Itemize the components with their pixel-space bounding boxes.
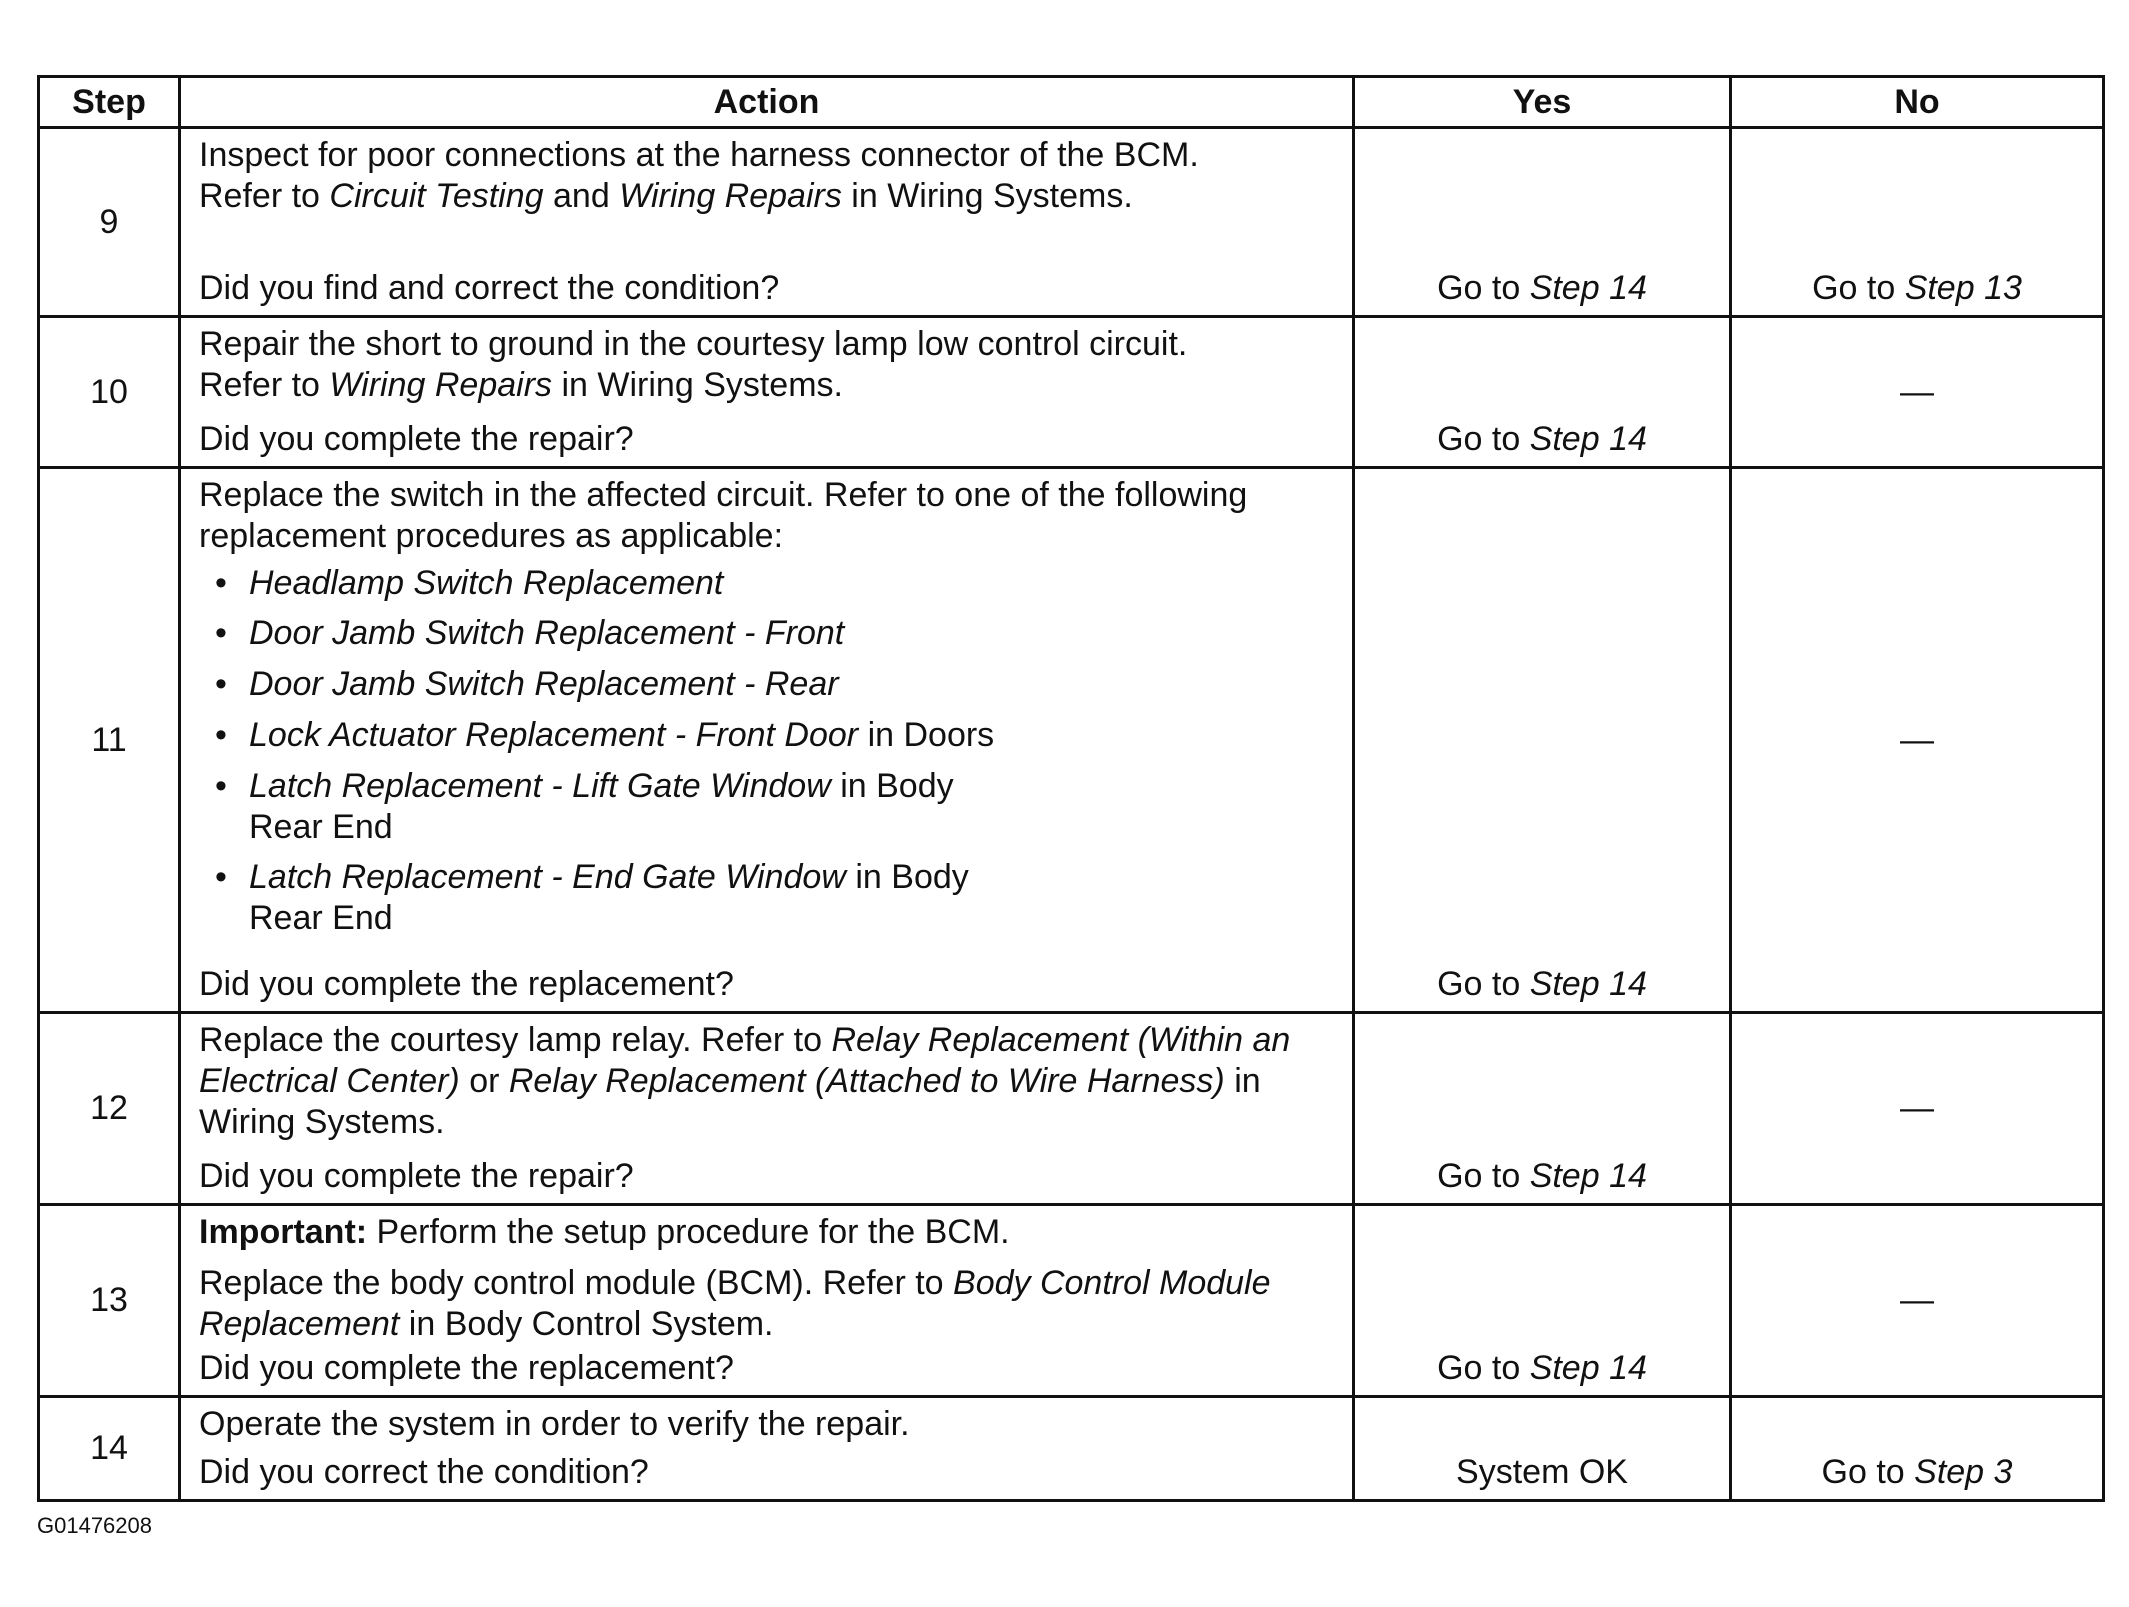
action-cell <box>180 468 1354 1013</box>
no-result <box>1731 1397 2104 1501</box>
list-item <box>249 715 1338 756</box>
yes-step-link: Step 14 <box>1529 1349 1647 1388</box>
yes-prefix: Go to <box>1437 420 1530 459</box>
table-row-step-12 <box>39 1013 2104 1205</box>
procedure-title: Door Jamb Switch Replacement - Rear <box>249 665 839 704</box>
reference-suffix: in Wiring Systems. <box>199 1061 1261 1141</box>
yes-step-link: Step 14 <box>1529 965 1647 1004</box>
step-number: 14 <box>39 1397 180 1501</box>
no-result-dash: — <box>1731 468 2104 1013</box>
reference-relay-within: Relay Replacement (Within an Electrical Center) <box>199 1021 1291 1100</box>
list-item <box>249 664 1338 705</box>
procedure-title: Headlamp Switch Replacement <box>249 563 724 602</box>
yes-step-link: Step 14 <box>1529 420 1647 459</box>
list-item <box>249 857 1338 939</box>
action-question: Did you complete the repair? <box>199 420 634 459</box>
no-result <box>1731 128 2104 317</box>
yes-step-link: Step 14 <box>1529 269 1647 308</box>
table-row-step-13 <box>39 1205 2104 1397</box>
reference-bcm-replacement: Body Control Module Replacement <box>199 1263 1271 1343</box>
header-step: Step <box>39 77 180 128</box>
table-row-step-11 <box>39 468 2104 1013</box>
procedure-title: Latch Replacement - Lift Gate Window <box>249 766 831 805</box>
yes-result <box>1354 317 1731 468</box>
table-header-row <box>39 77 2104 128</box>
procedure-location-cont: Rear End <box>249 899 393 938</box>
action-question: Did you complete the replacement? <box>199 965 734 1004</box>
important-text: Perform the setup procedure for the BCM. <box>367 1213 1010 1251</box>
step-number: 10 <box>39 317 180 468</box>
no-result-dash: — <box>1731 1205 2104 1397</box>
table-row-step-14 <box>39 1397 2104 1501</box>
table-row-step-10 <box>39 317 2104 468</box>
step-number: 13 <box>39 1205 180 1397</box>
header-no: No <box>1731 77 2104 128</box>
no-result-dash: — <box>1731 1013 2104 1205</box>
reference-relay-attached: Relay Replacement (Attached to Wire Harness) <box>508 1061 1225 1100</box>
reference-prefix: Refer to <box>199 176 330 215</box>
figure-identifier: G01476208 <box>37 1513 152 1538</box>
action-cell <box>180 317 1354 468</box>
diagnostic-steps-table <box>37 75 2105 1502</box>
header-action: Action <box>180 77 1354 128</box>
reference-circuit-testing: Circuit Testing <box>329 176 544 215</box>
no-result-dash: — <box>1731 317 2104 468</box>
procedure-location-cont: Rear End <box>249 807 393 846</box>
action-reference <box>199 176 1338 217</box>
reference-prefix: Refer to <box>199 365 330 404</box>
action-text <box>199 1020 1338 1142</box>
table-row-step-9 <box>39 128 2104 317</box>
yes-result <box>1354 1013 1731 1205</box>
action-question: Did you complete the repair? <box>199 1157 634 1196</box>
no-step-link: Step 13 <box>1904 269 2022 308</box>
action-text: Operate the system in order to verify the repair. <box>199 1405 910 1443</box>
yes-step-link: Step 14 <box>1529 1157 1647 1196</box>
action-text: Inspect for poor connections at the harness connector of the BCM. <box>199 136 1199 174</box>
reference-wiring-repairs: Wiring Repairs <box>619 176 842 215</box>
yes-result <box>1354 1205 1731 1397</box>
no-prefix: Go to <box>1812 269 1905 308</box>
action-cell <box>180 1013 1354 1205</box>
reference-suffix: in Wiring Systems. <box>552 365 843 404</box>
action-prefix: Replace the courtesy lamp relay. Refer to <box>199 1021 832 1059</box>
procedure-location: in Doors <box>858 715 995 754</box>
procedure-location: in Body <box>845 858 969 897</box>
yes-result <box>1354 128 1731 317</box>
procedure-title: Latch Replacement - End Gate Window <box>249 858 846 897</box>
action-cell <box>180 1397 1354 1501</box>
diagnostic-table-container <box>37 75 2102 1496</box>
action-text <box>199 1263 1338 1345</box>
reference-mid: or <box>459 1061 509 1100</box>
procedure-title: Door Jamb Switch Replacement - Front <box>249 614 845 653</box>
yes-prefix: Go to <box>1437 965 1530 1004</box>
action-question: Did you find and correct the condition? <box>199 269 780 308</box>
yes-result <box>1354 468 1731 1013</box>
yes-prefix: Go to <box>1437 1157 1530 1196</box>
no-step-link: Step 3 <box>1914 1453 2013 1492</box>
yes-prefix: Go to <box>1437 269 1530 308</box>
step-number: 9 <box>39 128 180 317</box>
reference-mid: and <box>543 176 620 215</box>
reference-suffix: in Body Control System. <box>399 1304 774 1343</box>
header-yes: Yes <box>1354 77 1731 128</box>
action-text: Repair the short to ground in the courtesy lamp low control circuit. <box>199 325 1188 363</box>
reference-suffix: in Wiring Systems. <box>841 176 1133 215</box>
important-note <box>199 1212 1338 1253</box>
action-intro: Replace the switch in the affected circuit. Refer to one of the following replacement procedures as applicable: <box>199 476 1248 555</box>
yes-result: System OK <box>1354 1397 1731 1501</box>
action-cell <box>180 1205 1354 1397</box>
action-cell <box>180 128 1354 317</box>
yes-prefix: Go to <box>1437 1349 1530 1388</box>
important-label: Important: <box>199 1213 368 1251</box>
action-question: Did you correct the condition? <box>199 1453 649 1492</box>
step-number: 11 <box>39 468 180 1013</box>
list-item <box>249 766 1338 848</box>
procedure-list <box>199 563 1338 939</box>
procedure-title: Lock Actuator Replacement - Front Door <box>249 715 859 754</box>
reference-wiring-repairs: Wiring Repairs <box>329 365 553 404</box>
list-item <box>249 563 1338 604</box>
step-number: 12 <box>39 1013 180 1205</box>
action-prefix: Replace the body control module (BCM). Refer to <box>199 1263 954 1302</box>
list-item <box>249 613 1338 654</box>
action-question: Did you complete the replacement? <box>199 1349 734 1388</box>
action-reference <box>199 365 1338 406</box>
procedure-location: in Body <box>830 766 954 805</box>
no-prefix: Go to <box>1821 1453 1915 1492</box>
